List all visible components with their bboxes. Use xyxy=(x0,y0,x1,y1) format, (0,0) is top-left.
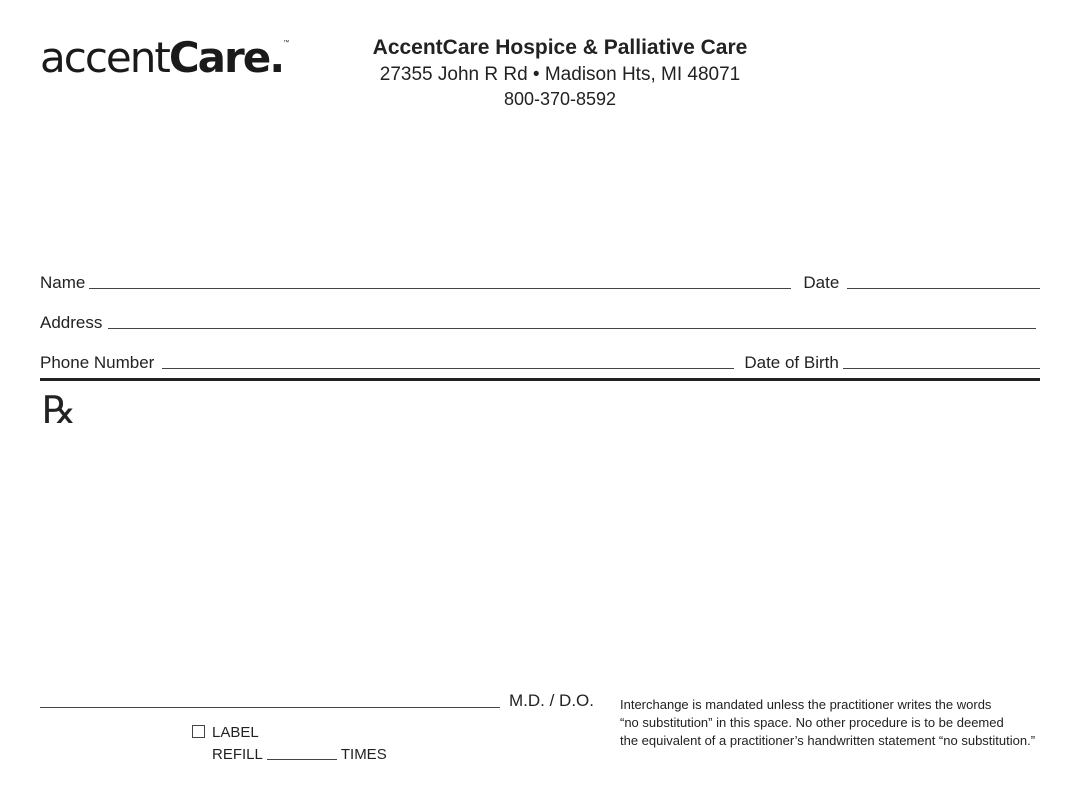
address-row xyxy=(40,309,1040,333)
notice-line-1: Interchange is mandated unless the practitioner writes the words xyxy=(620,697,992,712)
signature-field[interactable] xyxy=(40,707,500,708)
label-checkbox[interactable] xyxy=(192,725,205,738)
refill-prefix: REFILL xyxy=(212,746,263,763)
date-field[interactable] xyxy=(847,288,1040,289)
trademark-symbol: ™ xyxy=(283,40,289,46)
phone-label: Phone Number xyxy=(40,353,155,372)
name-field[interactable] xyxy=(89,288,791,289)
name-date-row xyxy=(40,269,1040,293)
organization-phone: 800-370-8592 xyxy=(503,89,617,109)
logo-dot: . xyxy=(269,33,284,82)
phone-field[interactable] xyxy=(162,368,734,369)
signature-suffix: M.D. / D.O. xyxy=(509,691,594,710)
accentcare-logo xyxy=(40,33,289,82)
dob-field[interactable] xyxy=(843,368,1040,369)
refill-row xyxy=(212,746,387,763)
substitution-notice xyxy=(620,696,1060,750)
organization-title: AccentCare Hospice & Palliative Care xyxy=(372,36,748,59)
refill-count-field[interactable] xyxy=(267,759,337,760)
logo-bold-text: Care xyxy=(168,33,270,82)
notice-line-3: the equivalent of a practitioner’s handwritten statement “no substitution.” xyxy=(620,733,1036,748)
notice-line-2: “no substitution” in this space. No other procedure is to be deemed xyxy=(620,715,1004,730)
dob-label: Date of Birth xyxy=(744,353,839,372)
address-label: Address xyxy=(40,313,103,332)
phone-dob-row xyxy=(40,349,1040,373)
refill-suffix: TIMES xyxy=(340,746,387,763)
name-label: Name xyxy=(40,273,86,292)
logo-light-text: accent xyxy=(40,33,169,82)
address-field[interactable] xyxy=(108,328,1036,329)
section-divider xyxy=(40,378,1040,381)
rx-icon: ℞ xyxy=(42,388,77,432)
date-label: Date xyxy=(803,273,840,292)
label-option-text: LABEL xyxy=(212,724,259,741)
organization-address: 27355 John R Rd • Madison Hts, MI 48071 xyxy=(379,64,741,85)
